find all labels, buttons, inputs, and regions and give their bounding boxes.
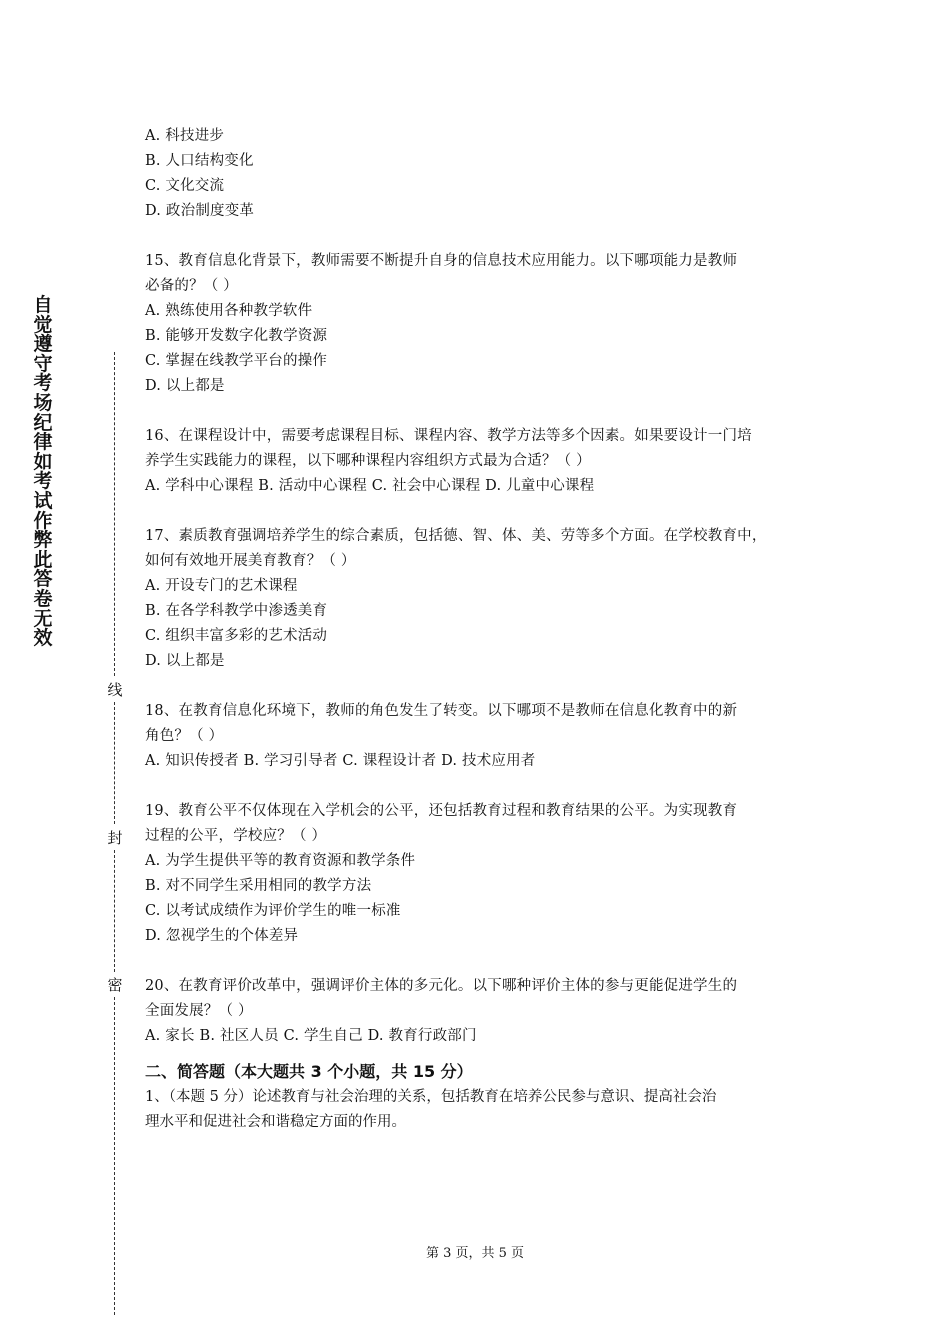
option-a: A. 熟练使用各种教学软件 bbox=[145, 303, 313, 319]
question-14-options bbox=[145, 124, 810, 224]
question-15 bbox=[145, 249, 810, 399]
question-stem: 全面发展？（ ） bbox=[145, 1003, 253, 1019]
option-c: C. 以考试成绩作为评价学生的唯一标准 bbox=[145, 903, 401, 919]
option-c: C. 组织丰富多彩的艺术活动 bbox=[145, 628, 328, 644]
option-a: A. 为学生提供平等的教育资源和教学条件 bbox=[145, 853, 416, 869]
option-d: D. 以上都是 bbox=[145, 653, 225, 669]
option-d: D. 政治制度变革 bbox=[145, 203, 255, 219]
option-d: D. 以上都是 bbox=[145, 378, 225, 394]
question-stem: 19、教育公平不仅体现在入学机会的公平，还包括教育过程和教育结果的公平。为实现教育 bbox=[145, 803, 738, 819]
question-stem: 20、在教育评价改革中，强调评价主体的多元化。以下哪种评价主体的参与更能促进学生的 bbox=[145, 978, 738, 994]
option-d: D. 忽视学生的个体差异 bbox=[145, 928, 299, 944]
option-b: B. 在各学科教学中渗透美育 bbox=[145, 603, 328, 619]
options-line: A. 学科中心课程 B. 活动中心课程 C. 社会中心课程 D. 儿童中心课程 bbox=[145, 478, 595, 494]
option-c: C. 掌握在线教学平台的操作 bbox=[145, 353, 328, 369]
question-19 bbox=[145, 799, 810, 949]
exam-content bbox=[145, 124, 810, 1135]
question-18 bbox=[145, 699, 810, 774]
question-stem: 18、在教育信息化环境下，教师的角色发生了转变。以下哪项不是教师在信息化教育中的新 bbox=[145, 703, 738, 719]
option-a: A. 科技进步 bbox=[145, 128, 225, 144]
seal-char-closed: 密 bbox=[107, 976, 123, 994]
question-20 bbox=[145, 974, 810, 1049]
options-line: A. 家长 B. 社区人员 C. 学生自己 D. 教育行政部门 bbox=[145, 1028, 477, 1044]
question-stem: 必备的？（ ） bbox=[145, 278, 239, 294]
question-16 bbox=[145, 424, 810, 499]
option-a: A. 开设专门的艺术课程 bbox=[145, 578, 298, 594]
question-stem: 16、在课程设计中，需要考虑课程目标、课程内容、教学方法等多个因素。如果要设计一门培 bbox=[145, 428, 752, 444]
seal-dashed-line bbox=[114, 850, 115, 972]
question-stem: 如何有效地开展美育教育？（ ） bbox=[145, 553, 356, 569]
question-stem: 15、教育信息化背景下，教师需要不断提升自身的信息技术应用能力。以下哪项能力是教师 bbox=[145, 253, 738, 269]
section-title: 二、简答题（本大题共 3 个小题，共 15 分） bbox=[145, 1062, 473, 1081]
page-footer: 第 3 页，共 5 页 bbox=[425, 1246, 525, 1261]
seal-char-line: 线 bbox=[107, 681, 123, 699]
question-stem: 角色？（ ） bbox=[145, 728, 224, 744]
option-b: B. 能够开发数字化教学资源 bbox=[145, 328, 328, 344]
seal-dashed-line bbox=[114, 352, 115, 676]
essay-stem: 1、（本题 5 分）论述教育与社会治理的关系，包括教育在培养公民参与意识、提高社会治 bbox=[145, 1089, 717, 1105]
question-stem: 17、素质教育强调培养学生的综合素质，包括德、智、体、美、劳等多个方面。在学校教育中， bbox=[145, 528, 767, 544]
seal-char-seal: 封 bbox=[107, 829, 123, 847]
seal-dashed-line bbox=[114, 702, 115, 824]
question-17 bbox=[145, 524, 810, 674]
exam-warning: 自觉遵守考场纪律如考试作弊此答卷无效 bbox=[33, 294, 53, 650]
option-b: B. 对不同学生采用相同的教学方法 bbox=[145, 878, 372, 894]
question-stem: 过程的公平，学校应？（ ） bbox=[145, 828, 327, 844]
seal-dashed-line bbox=[114, 997, 115, 1315]
essay-stem: 理水平和促进社会和谐稳定方面的作用。 bbox=[145, 1114, 406, 1130]
option-c: C. 文化交流 bbox=[145, 178, 225, 194]
essay-question-1 bbox=[145, 1085, 810, 1135]
option-b: B. 人口结构变化 bbox=[145, 153, 254, 169]
question-stem: 养学生实践能力的课程，以下哪种课程内容组织方式最为合适？（ ） bbox=[145, 453, 591, 469]
options-line: A. 知识传授者 B. 学习引导者 C. 课程设计者 D. 技术应用者 bbox=[145, 753, 536, 769]
